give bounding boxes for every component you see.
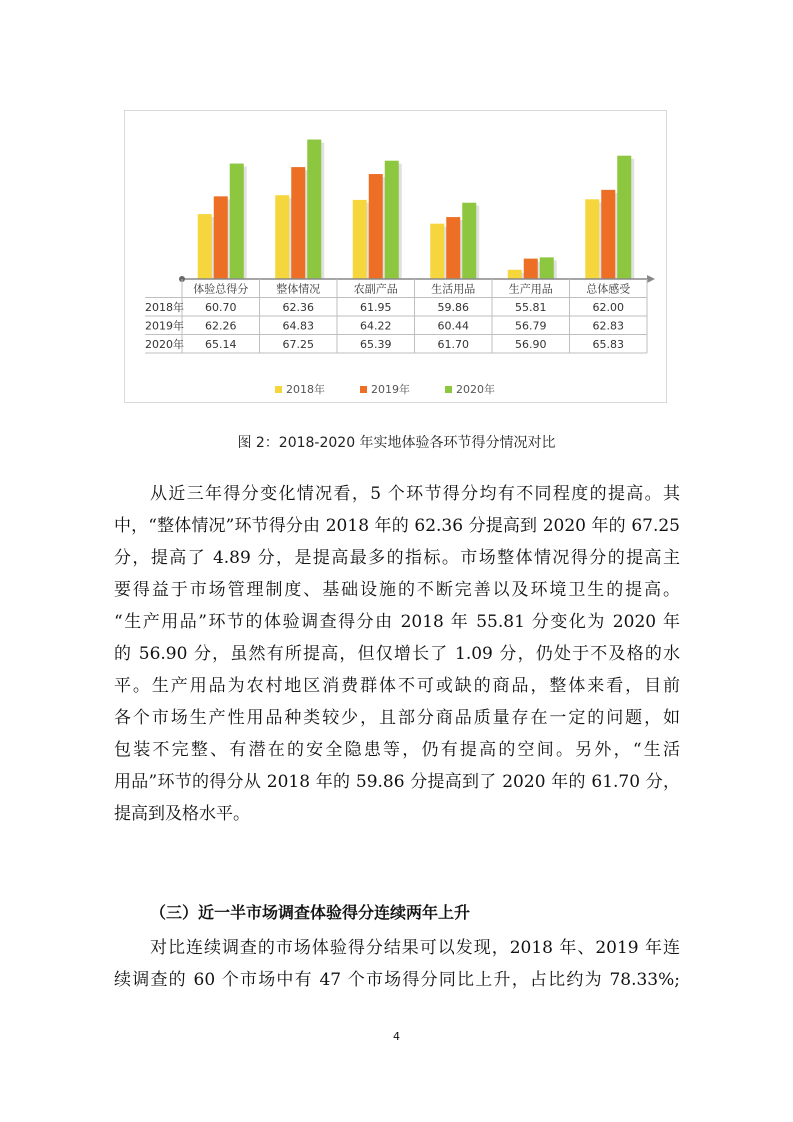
legend-swatch [275, 386, 282, 393]
bar [353, 200, 367, 279]
bar [369, 174, 383, 279]
data-label: 64.83 [282, 319, 314, 333]
data-label: 64.22 [360, 319, 392, 333]
text-line: 续调查的 60 个市场中有 47 个市场得分同比上升，占比约为 78.33%; [114, 970, 680, 990]
text-line: 提高到及格水平。 [114, 804, 250, 824]
legend-swatch [360, 386, 367, 393]
data-label: 65.39 [360, 338, 392, 351]
data-label: 60.70 [205, 301, 237, 314]
category-label: 体验总得分 [193, 282, 249, 296]
data-label: 62.36 [282, 301, 314, 314]
bar-chart [125, 111, 666, 402]
bar [585, 199, 599, 279]
legend-label: 2018年 [286, 383, 325, 396]
text-line: “生产用品”环节的体验调查得分由 2018 年 55.81 分变化为 2020 年 [114, 612, 680, 632]
bar [230, 164, 244, 279]
paragraph-2 [114, 932, 680, 996]
legend-label: 2019年 [371, 383, 410, 396]
bar [462, 203, 476, 279]
text-line: 从近三年得分变化情况看，5 个环节得分均有不同程度的提高。其 [150, 484, 680, 504]
bar [508, 270, 522, 279]
data-label: 62.26 [205, 319, 237, 333]
bar [291, 167, 305, 279]
data-label: 61.70 [437, 338, 469, 351]
category-label: 生活用品 [431, 282, 476, 296]
text-line: 要得益于市场管理制度、基础设施的不断完善以及环境卫生的提高。 [114, 580, 680, 600]
data-label: 67.25 [282, 338, 314, 351]
bar [540, 257, 554, 279]
row-label: 2018年 [145, 301, 184, 314]
data-label: 56.79 [515, 319, 547, 333]
data-label: 59.86 [437, 301, 469, 314]
text-line: 分，提高了 4.89 分，是提高最多的指标。市场整体情况得分的提高主 [114, 548, 680, 568]
figure-caption: 图 2：2018-2020 年实地体验各环节得分情况对比 [237, 435, 556, 451]
data-label: 65.83 [592, 338, 624, 351]
data-label: 61.95 [360, 301, 392, 314]
text-line: 各个市场生产性用品种类较少，且部分商品质量存在一定的问题，如 [114, 708, 680, 728]
data-label: 60.44 [437, 319, 469, 333]
bar [275, 195, 289, 279]
text-line: 的 56.90 分，虽然有所提高，但仅增长了 1.09 分，仍处于不及格的水 [114, 644, 680, 664]
category-label: 整体情况 [276, 282, 321, 296]
row-label: 2020年 [145, 338, 184, 351]
category-label: 总体感受 [586, 282, 631, 296]
category-label: 生产用品 [508, 282, 553, 296]
bar [214, 196, 228, 279]
bar [198, 214, 212, 279]
legend-swatch [445, 386, 452, 393]
chart-frame [124, 110, 667, 403]
data-label: 56.90 [515, 338, 547, 351]
bar [307, 140, 321, 279]
bar [446, 217, 460, 279]
text-line: 中，“整体情况”环节得分由 2018 年的 62.36 分提高到 2020 年的 67.25 [114, 516, 680, 536]
category-label: 农副产品 [353, 282, 398, 296]
text-line: 平。生产用品为农村地区消费群体不可或缺的商品，整体来看，目前 [114, 676, 680, 696]
text-line: 用品”环节的得分从 2018 年的 59.86 分提高到了 2020 年的 61.70 分， [114, 772, 680, 792]
bar [430, 224, 444, 279]
text-line: 包装不完整、有潜在的安全隐患等，仍有提高的空间。另外，“生活 [114, 740, 680, 760]
bar [617, 156, 631, 279]
legend-label: 2020年 [456, 383, 495, 396]
data-label: 65.14 [205, 338, 237, 351]
data-label: 62.83 [592, 319, 624, 333]
section-heading: （三）近一半市场调查体验得分连续两年上升 [150, 903, 471, 922]
data-label: 62.00 [592, 301, 624, 314]
page-number: 4 [393, 1030, 400, 1043]
row-label: 2019年 [145, 319, 184, 333]
data-label: 55.81 [515, 301, 547, 314]
paragraph-1 [114, 478, 680, 830]
bar [385, 161, 399, 279]
axis-arrow [647, 275, 655, 283]
bar [601, 190, 615, 279]
text-line: 对比连续调查的市场体验得分结果可以发现，2018 年、2019 年连 [150, 938, 680, 958]
bar [524, 259, 538, 279]
